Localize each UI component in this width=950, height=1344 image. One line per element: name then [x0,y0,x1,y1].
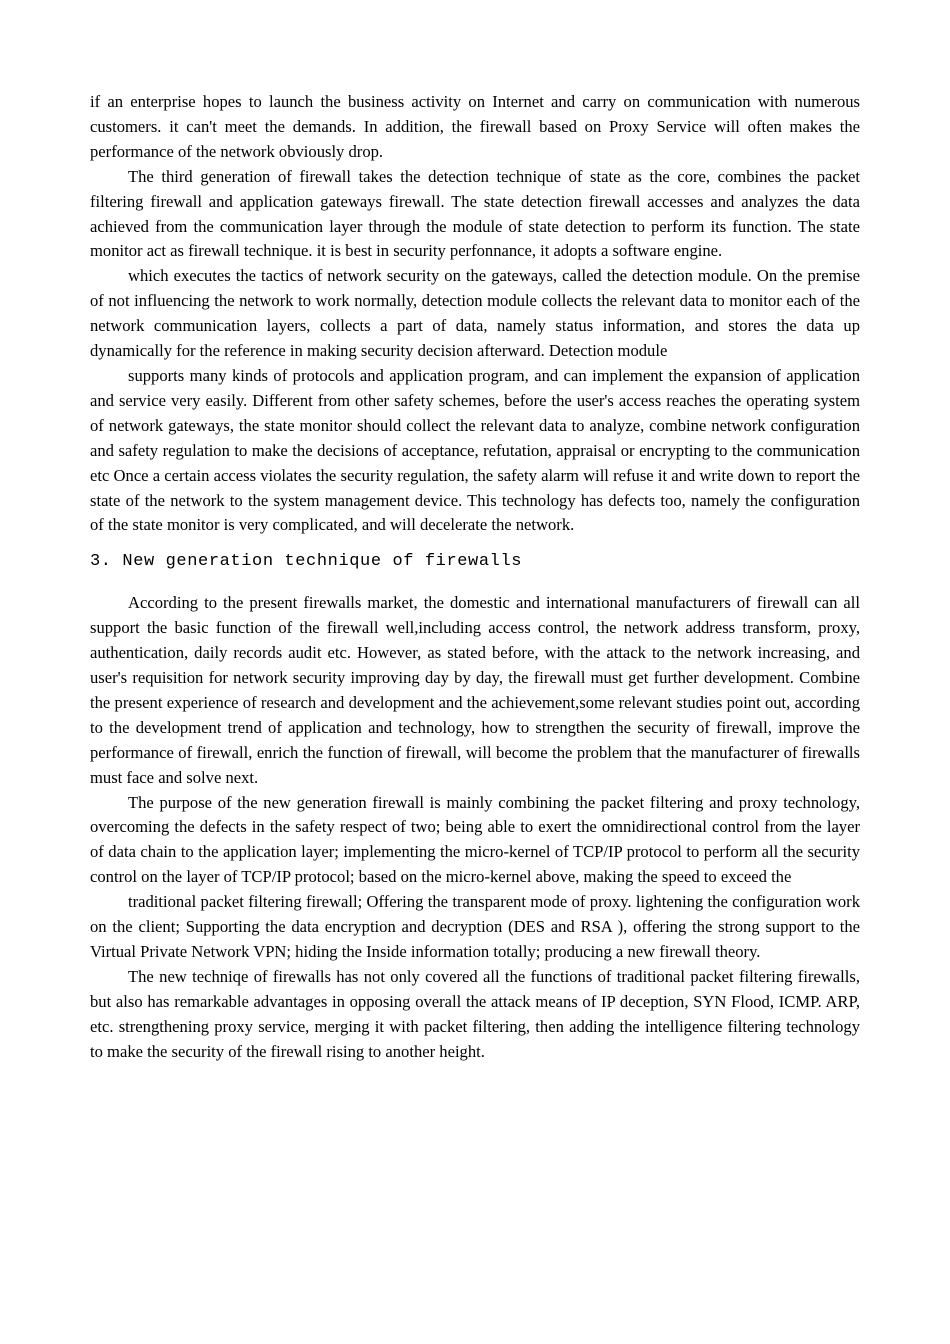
paragraph-detection-module: which executes the tactics of network security on the gateways, called the detection module. On the premise of not influencing the network to work normally, detection module collects the relevant data to monitor each of the network communication layers, collects a part of data, namely status information, and stores the data up dynamically for the reference in making security decision afterward. Detection module [90,266,860,361]
paragraph-proxy-drawbacks: if an enterprise hopes to launch the business activity on Internet and carry on communication with numerous customers. it can't meet the demands. In addition, the firewall based on Proxy Service will often makes the performance of the network obviously drop. [90,92,860,161]
section-heading: 3. New generation technique of firewalls [90,552,523,572]
paragraph-transparent-proxy: traditional packet filtering firewall; Offering the transparent mode of proxy. lightening the configuration work on the client; Supporting the data encryption and decryption (DES and RSA ), offering the strong support to the Virtual Private Network VPN; hiding the Inside information totally; producing a new firewall theory. [90,892,860,961]
paragraph-new-technique-advantages: The new techniqe of firewalls has not only covered all the functions of traditional packet filtering firewalls, but also has remarkable advantages in opposing overall the attack means of IP deception, SYN Flood, ICMP. ARP, etc. strengthening proxy service, merging it with packet filtering, then adding the intelligence filtering technology to make the security of the firewall rising to another height. [90,966,860,1061]
paragraph-firewall-market: According to the present firewalls market, the domestic and international manufacturers of firewall can all support the basic function of the firewall well,including access control, the network address transform, proxy, authentication, daily records audit etc. However, as stated before, with the attack to the network increasing, and user's requisition for network security improving day by day, the firewall must get further development. Combine the present experience of research and development and the achievement,some relevant studies point out, according to the development trend of application and technology, how to strengthen the security of firewall, improve the performance of firewall, enrich the function of firewall, will become the problem that the manufacturer of firewalls must face and solve next. [90,593,860,787]
paragraph-protocol-support: supports many kinds of protocols and application program, and can implement the expansion of application and service very easily. Different from other safety schemes, before the user's access reaches the operating system of network gateways, the state monitor should collect the relevant data to analyze, combine network configuration and safety regulation to make the decisions of acceptance, refutation, appraisal or encrypting to the communication etc Once a certain access violates the security regulation, the safety alarm will refuse it and write down to report the state of the network to the system management device. This technology has defects too, namely the configuration of the state monitor is very complicated, and will decelerate the network. [90,365,860,535]
page-body [90,90,860,1065]
paragraph-third-generation: The third generation of firewall takes the detection technique of state as the core, combines the packet filtering firewall and application gateways firewall. The state detection firewall accesses and analyzes the data achieved from the communication layer through the module of state detection to perform its function. The state monitor act as firewall technique. it is best in security perfonnance, it adopts a software engine. [90,166,860,261]
paragraph-new-generation-purpose: The purpose of the new generation firewall is mainly combining the packet filtering and proxy technology, overcoming the defects in the safety respect of two; being able to exert the omnidirectional control from the layer of data chain to the application layer; implementing the micro-kernel of TCP/IP protocol to perform all the security control on the layer of TCP/IP protocol; based on the micro-kernel above, making the speed to exceed the [90,792,860,887]
